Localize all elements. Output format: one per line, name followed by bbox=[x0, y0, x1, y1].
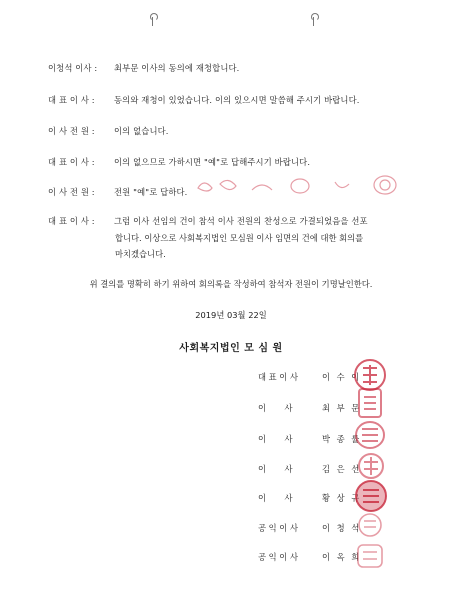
minutes-line bbox=[48, 186, 187, 198]
binder-hole-icon bbox=[148, 13, 158, 23]
speaker-label: 대 표 이 사 : bbox=[48, 95, 95, 105]
signatory-row bbox=[258, 463, 361, 475]
corporation-name: 사회복지법인 모 심 원 bbox=[179, 343, 283, 354]
signatory-row bbox=[258, 433, 361, 445]
signatory-title: 이 사 bbox=[258, 493, 293, 503]
statement-text: 전원 "예"로 답하다. bbox=[114, 187, 188, 197]
minutes-line bbox=[48, 156, 310, 168]
speaker-label: 이 사 전 원 : bbox=[48, 126, 95, 136]
signatory-row bbox=[258, 402, 361, 414]
meeting-date: 2019년 03월 22일 bbox=[195, 310, 267, 320]
signatory-name: 이 옥 희 bbox=[322, 552, 362, 562]
signatory-title: 이 사 bbox=[258, 403, 293, 413]
binder-hole-icon bbox=[309, 13, 319, 23]
signatory-name: 박 종 률 bbox=[322, 434, 362, 444]
statement-text: 그럼 이사 선임의 건이 참석 이사 전원의 찬성으로 가결되었음을 선포 bbox=[114, 216, 368, 226]
signatory-name: 이 청 석 bbox=[322, 523, 362, 533]
minutes-line bbox=[48, 94, 360, 106]
speaker-label: 이 사 전 원 : bbox=[48, 187, 95, 197]
seal-stamp-icon bbox=[190, 170, 420, 200]
signatory-name: 최 부 문 bbox=[322, 403, 362, 413]
statement-continuation: 합니다. 이상으로 사회복지법인 모심원 이사 임면의 건에 대한 회의를 bbox=[115, 233, 364, 243]
statement-text: 이의 없으므로 가하시면 "예"로 답해주시기 바랍니다. bbox=[114, 157, 311, 167]
signatory-title: 대 표 이 사 bbox=[258, 372, 298, 382]
signatory-name: 김 은 선 bbox=[322, 464, 362, 474]
signatory-name: 이 수 이 bbox=[322, 372, 362, 382]
minutes-line bbox=[48, 215, 368, 227]
speaker-label: 이청석 이사 : bbox=[48, 63, 98, 73]
signatory-title: 공 익 이 사 bbox=[258, 552, 298, 562]
signatory-row bbox=[258, 492, 361, 504]
statement-text: 이의 없습니다. bbox=[114, 126, 169, 136]
statement-text: 동의와 재청이 있었습니다. 이의 있으시면 말씀해 주시기 바랍니다. bbox=[114, 95, 360, 105]
signatory-title: 이 사 bbox=[258, 464, 293, 474]
closing-statement: 위 결의를 명확히 하기 위하여 회의록을 작성하여 참석자 전원이 기명날인한다. bbox=[89, 279, 373, 289]
signatory-row bbox=[258, 522, 361, 534]
signatory-row bbox=[258, 551, 361, 563]
speaker-label: 대 표 이 사 : bbox=[48, 216, 95, 226]
signatory-row bbox=[258, 371, 361, 383]
signatory-title: 공 익 이 사 bbox=[258, 523, 298, 533]
statement-continuation: 마치겠습니다. bbox=[115, 249, 166, 259]
minutes-line bbox=[48, 62, 239, 74]
signatory-name: 황 상 규 bbox=[322, 493, 362, 503]
signatory-title: 이 사 bbox=[258, 434, 293, 444]
speaker-label: 대 표 이 사 : bbox=[48, 157, 95, 167]
statement-text: 최부문 이사의 동의에 재청합니다. bbox=[114, 63, 240, 73]
minutes-line bbox=[48, 125, 169, 137]
